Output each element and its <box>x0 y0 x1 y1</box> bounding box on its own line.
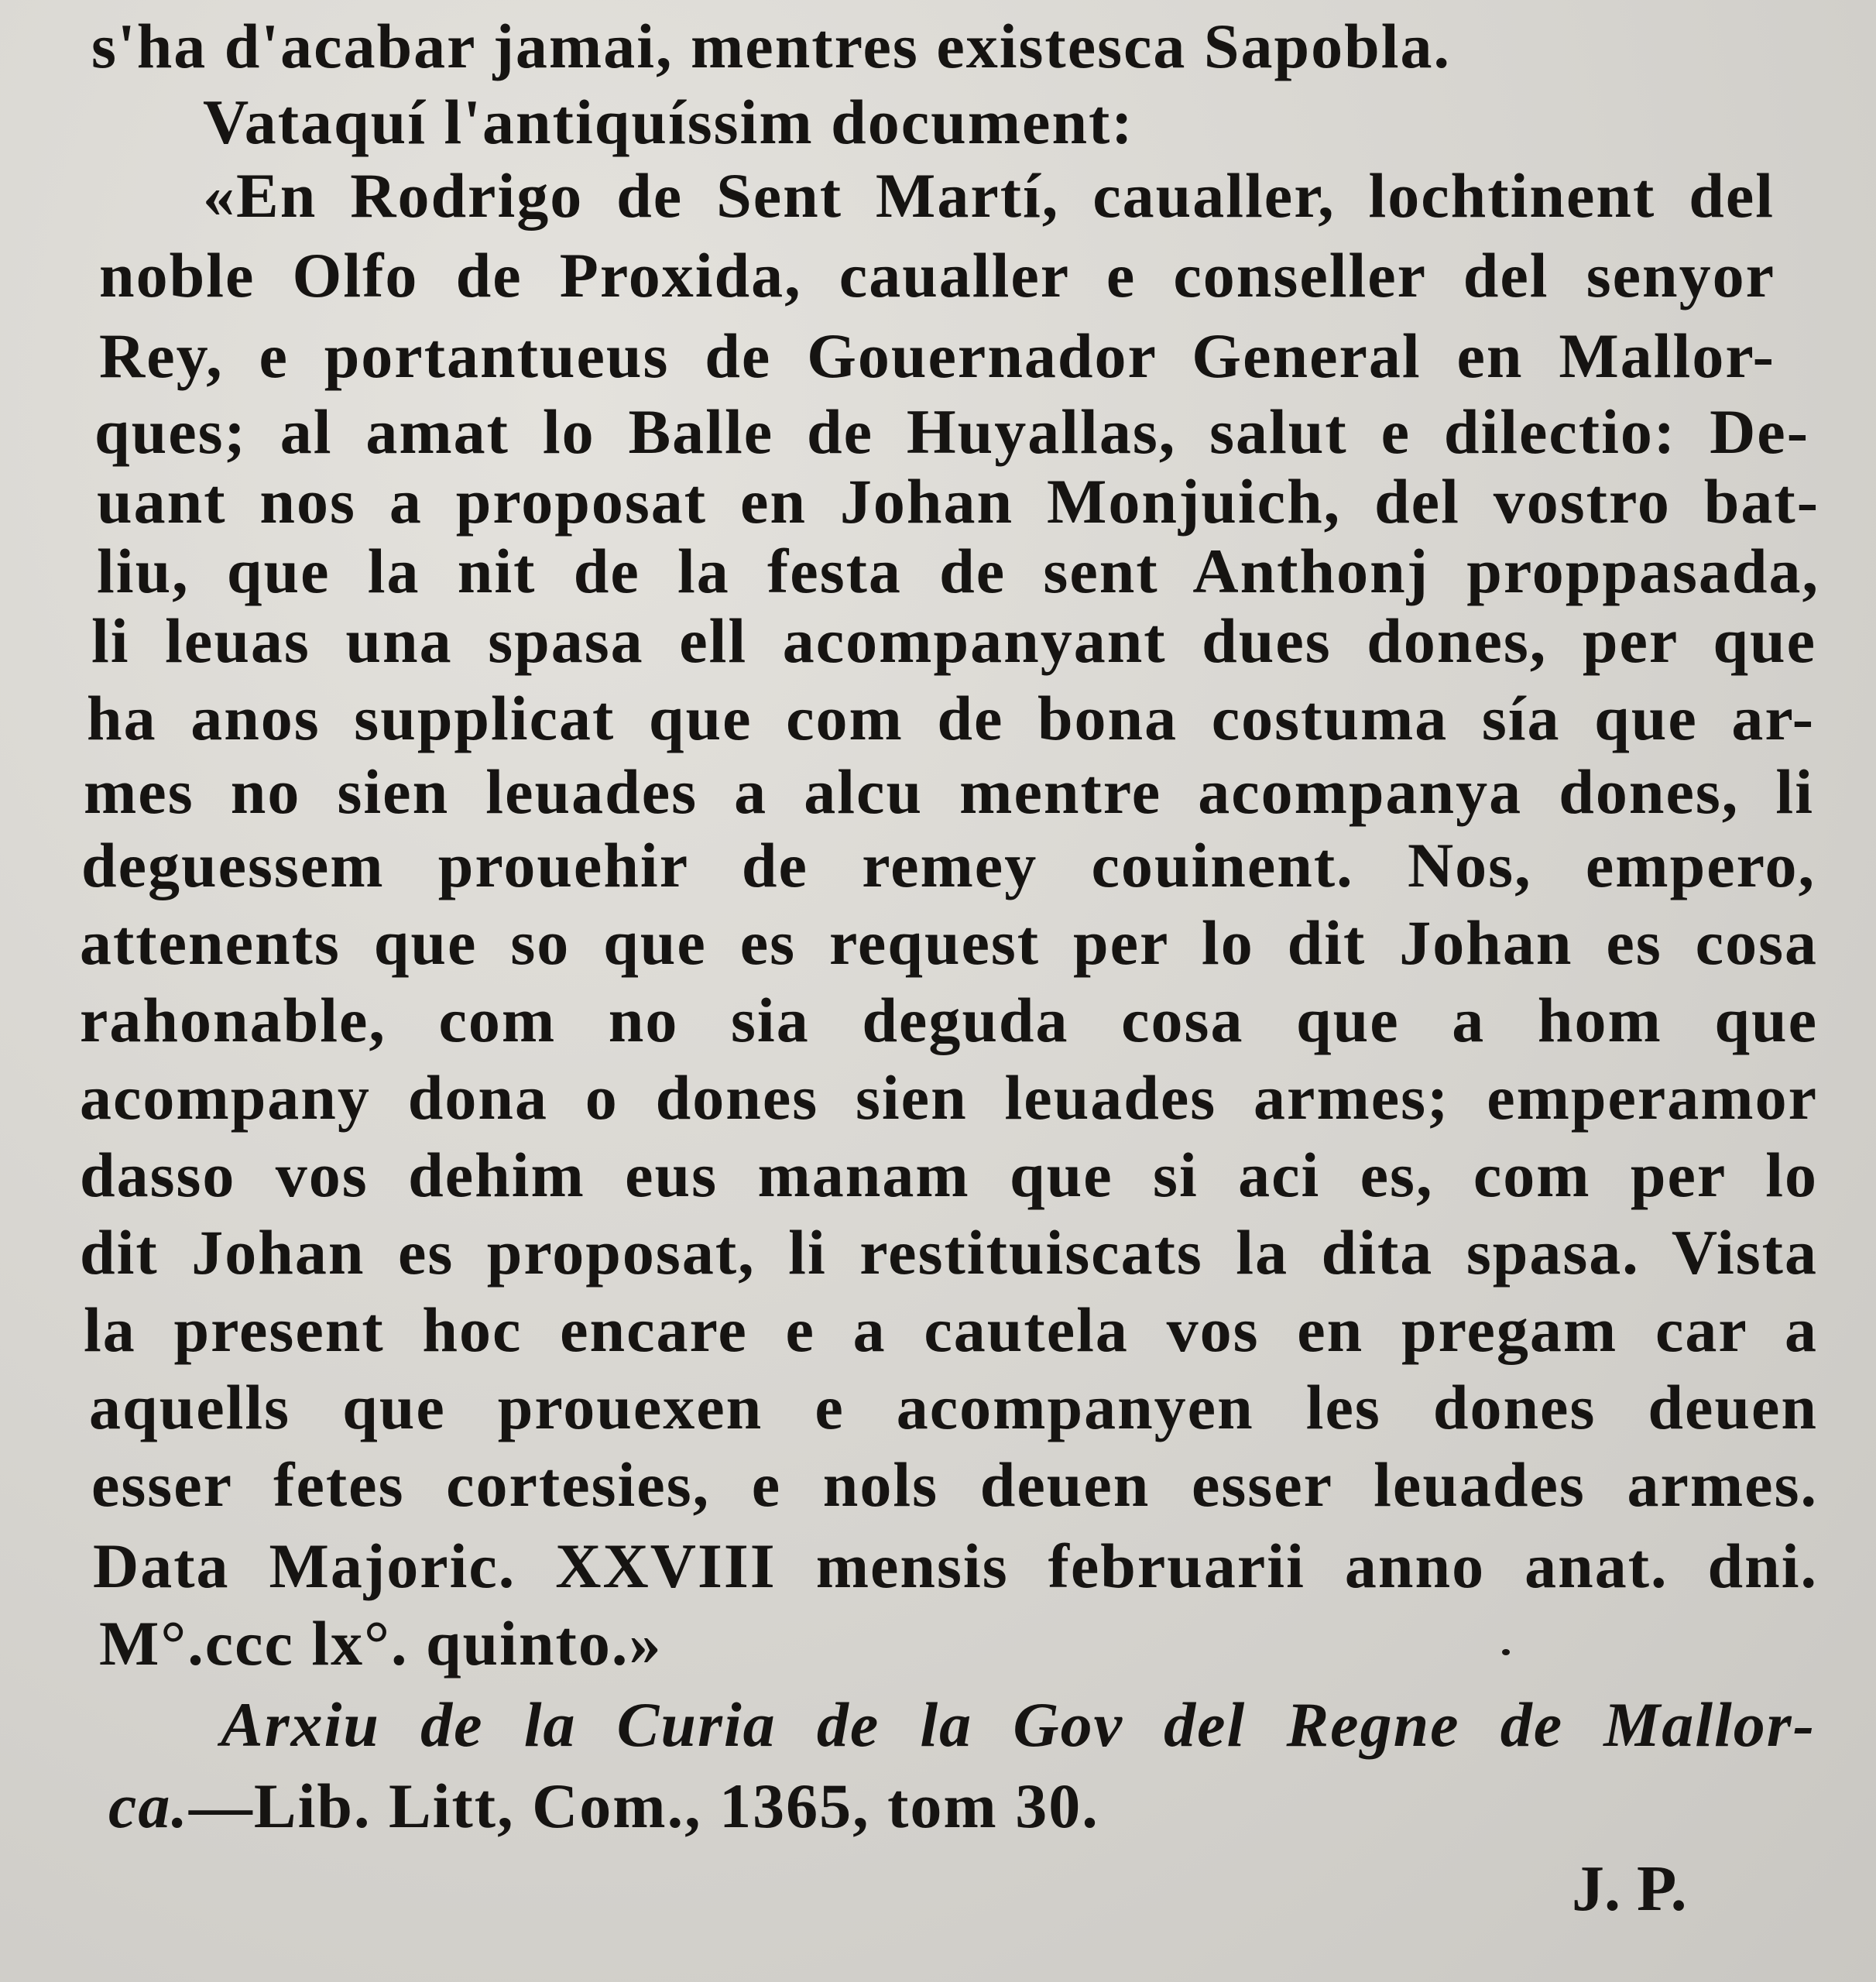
citation-line-1: Arxiu de la Curia de la Gov del Regne de Mallor- <box>221 1689 1816 1760</box>
text-line-17: dit Johan es proposat, li restituiscats la dita spasa. Vista <box>80 1217 1818 1288</box>
text-line-8: liu, que la nit de la festa de sent Anthonj proppasada, <box>97 536 1819 606</box>
text-line-6: ques; al amat lo Balle de Huyallas, salut e dilectio: De- <box>94 396 1809 467</box>
text-line-5: Rey, e portantueus de Gouernador General en Mallor- <box>99 321 1775 391</box>
author-initials: J. P. <box>1572 1853 1687 1925</box>
text-line-14: rahonable, com no sia deguda cosa que a hom que <box>80 985 1818 1055</box>
text-line-22: M°.ccc lx°. quinto.» <box>99 1608 663 1679</box>
text-line-20: esser fetes cortesies, e nols deuen esser leuades armes. <box>91 1449 1818 1520</box>
text-line-13: attenents que so que es request per lo dit Johan es cosa <box>80 907 1818 978</box>
citation-line-2 <box>108 1769 1099 1843</box>
text-line-15: acompany dona o dones sien leuades armes; emperamor <box>80 1062 1818 1133</box>
ink-speck <box>1502 1649 1510 1655</box>
text-line-4: noble Olfo de Proxida, caualler e conseller del senyor <box>99 240 1775 310</box>
text-line-11: mes no sien leuades a alcu mentre acompanya dones, li <box>84 756 1814 827</box>
text-line-21: Data Majoric. XXVIII mensis februarii anno anat. dni. <box>93 1531 1818 1601</box>
citation-abbrev: ca. <box>108 1771 189 1841</box>
text-line-12: deguessem prouehir de remey couinent. Nos, empero, <box>81 830 1816 900</box>
text-line-2: Vataquí l'antiquíssim document: <box>203 87 1134 157</box>
text-line-16: dasso vos dehim eus manam que si aci es, com per lo <box>80 1140 1818 1210</box>
text-line-3: «En Rodrigo de Sent Martí, caualler, lochtinent del <box>203 160 1775 231</box>
text-line-9: li leuas una spasa ell acompanyant dues dones, per que <box>91 605 1816 676</box>
text-line-19: aquells que prouexen e acompanyen les dones deuen <box>89 1372 1818 1442</box>
text-line-1: s'ha d'acabar jamai, mentres existesca Sapobla. <box>91 11 1452 81</box>
text-line-10: ha anos supplicat que com de bona costuma sía que ar- <box>87 683 1815 753</box>
text-line-18: la present hoc encare e a cautela vos en pregam car a <box>84 1294 1818 1365</box>
text-line-7: uant nos a proposat en Johan Monjuich, del vostro bat- <box>97 466 1819 537</box>
citation-reference: —Lib. Litt, Com., 1365, tom 30. <box>188 1771 1099 1841</box>
